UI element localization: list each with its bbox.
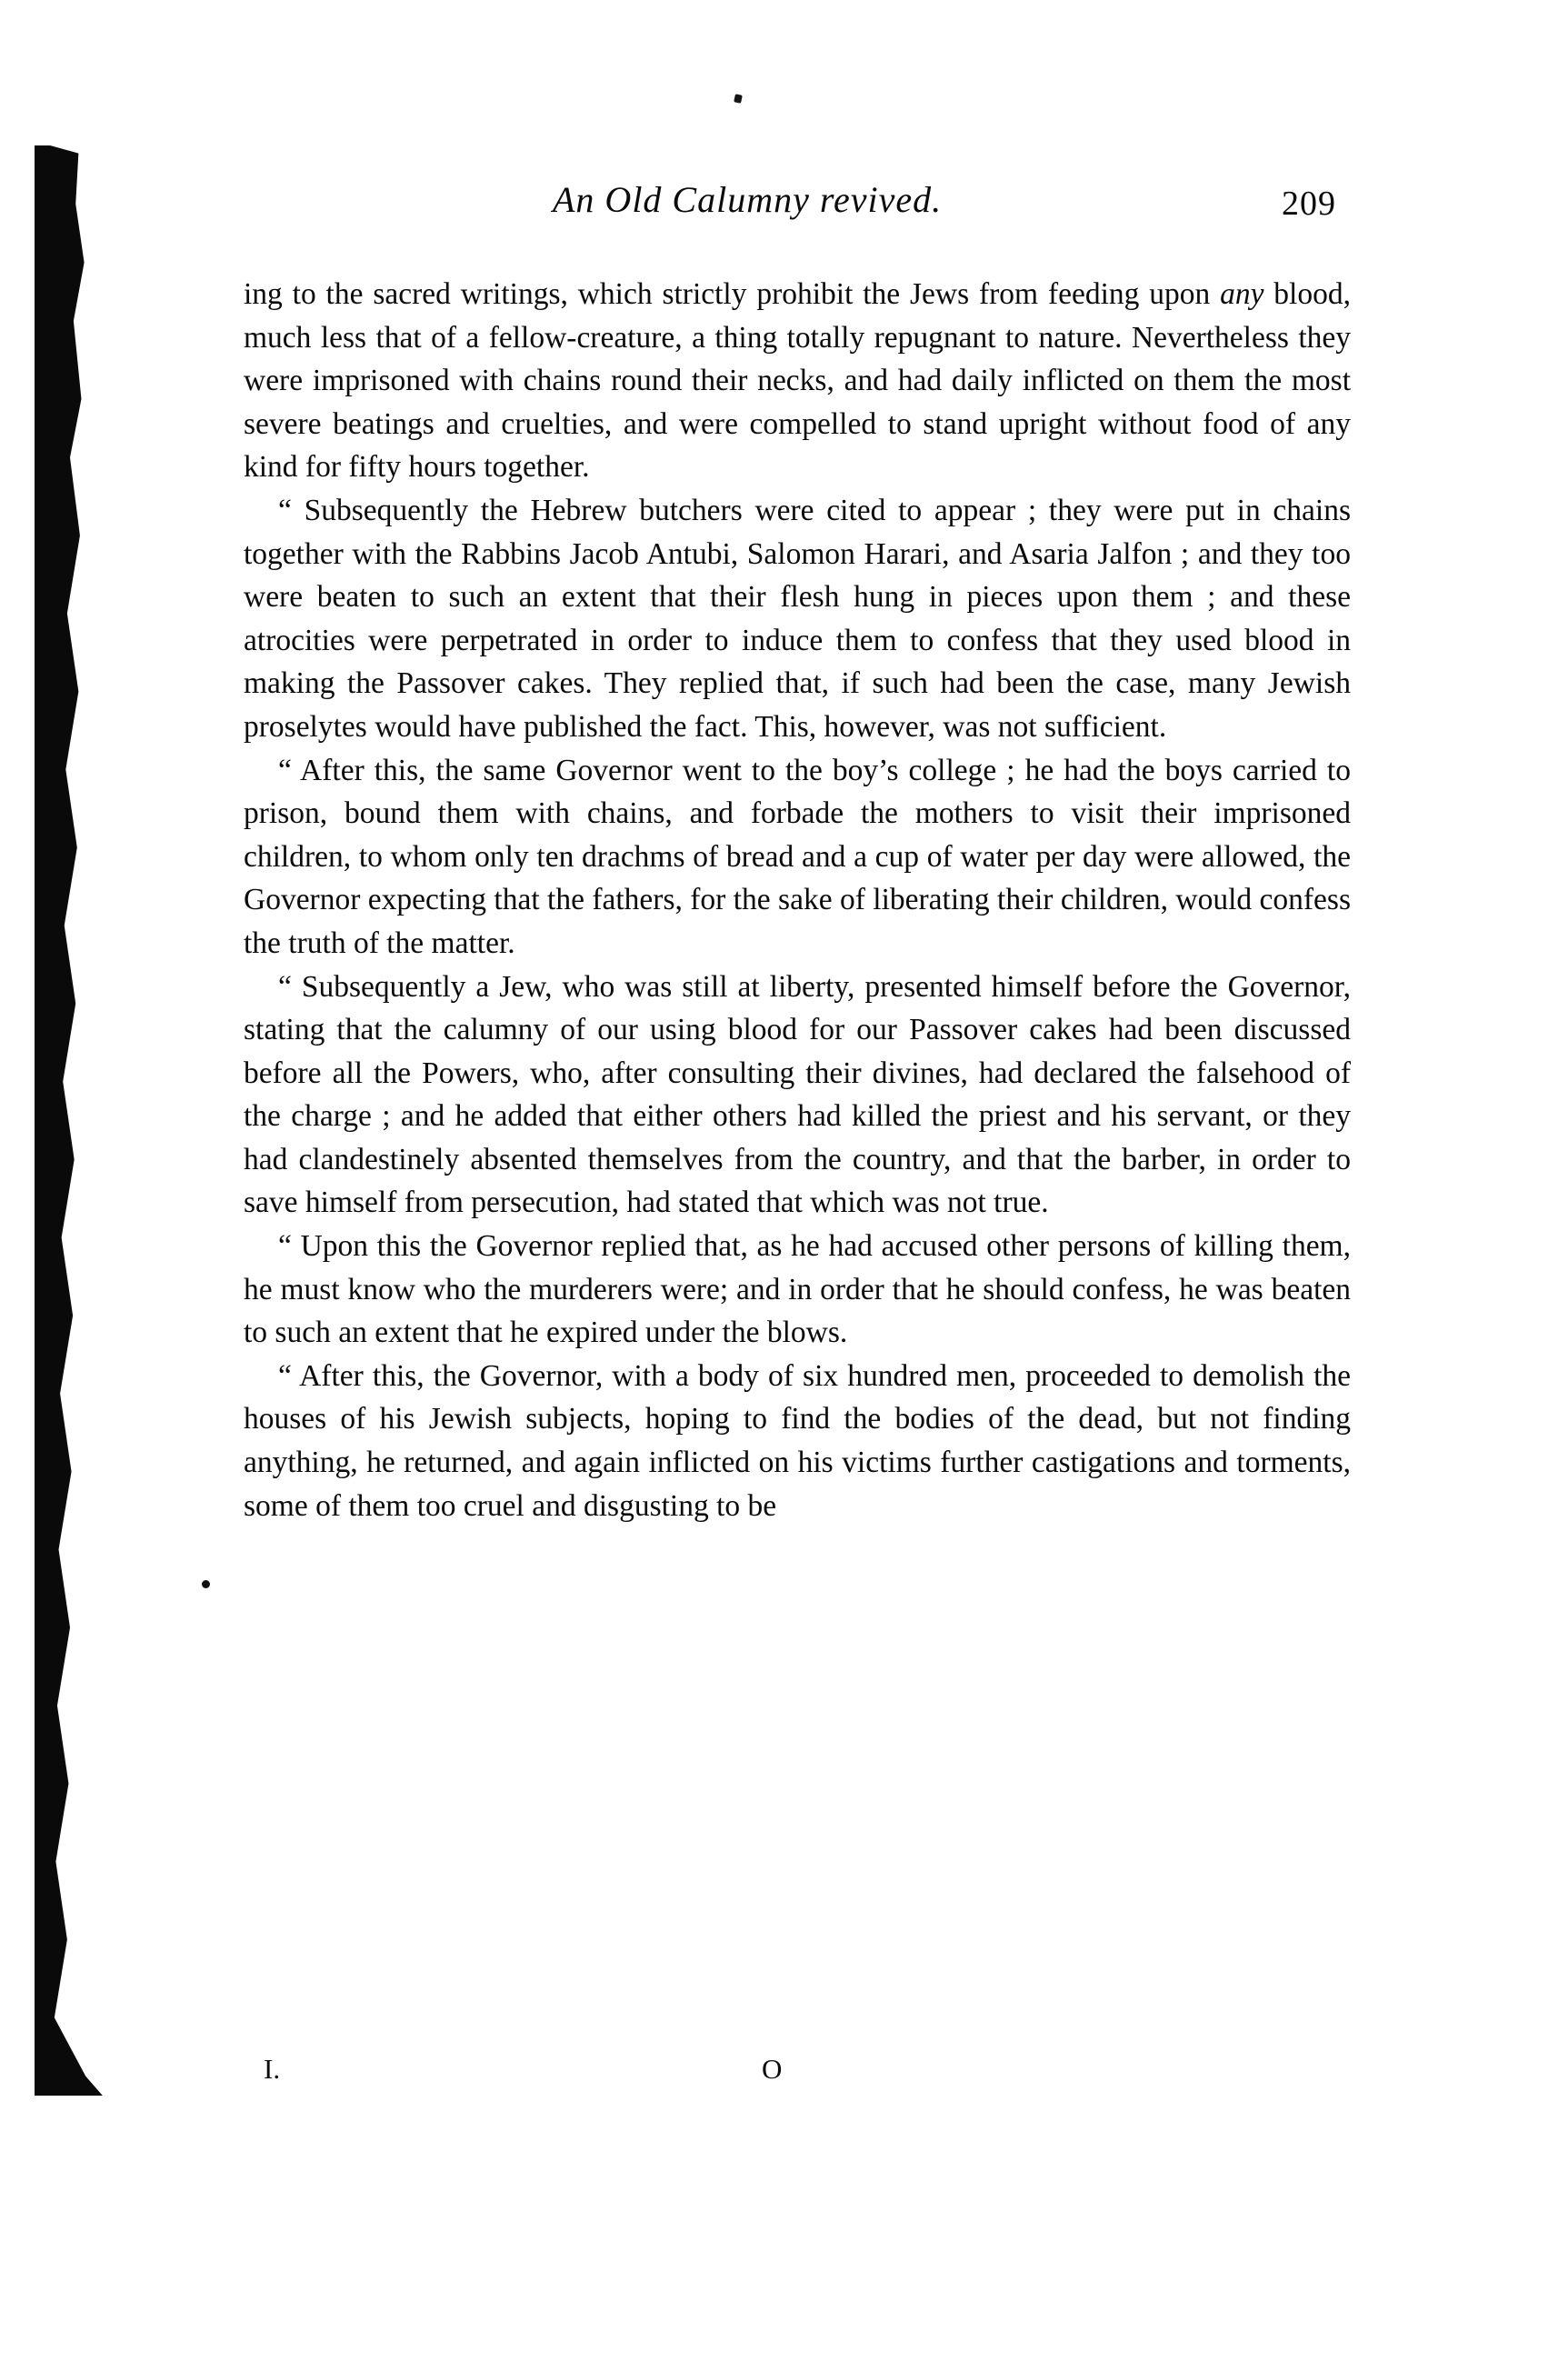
paragraph-1-pre: ing to the sacred writings, which strictly prohibit the Jews from feeding upon xyxy=(244,277,1221,311)
page-footer xyxy=(244,2053,1351,2093)
sheet-signature: O xyxy=(762,2053,783,2085)
page-body xyxy=(244,273,1351,1527)
margin-ink-dot xyxy=(202,1580,210,1588)
paragraph-2: “ Subsequently the Hebrew butchers were cited to appear ; they were put in chains together with the Rabbins Jacob Antubi, Salomon Harari, and Asaria Jalfon ; and they too were beaten to such an extent that their flesh hung in pieces upon them ; and these atrocities were perpetrated in order to induce them to confess that they used blood in making the Passover cakes. They replied that, if such had been the case, many Jewish proselytes would have published the fact. This, however, was not sufficient. xyxy=(244,493,1351,744)
paragraph-6: “ After this, the Governor, with a body of six hundred men, proceeded to demolish the houses of his Jewish subjects, hoping to find the bodies of the dead, but not finding anything, he returned, and again inflicted on his victims further castigations and torments, some of them too cruel and disgusting to be xyxy=(244,1358,1351,1523)
volume-signature: I. xyxy=(264,2053,281,2085)
page-header xyxy=(244,178,1353,229)
page-number: 209 xyxy=(1282,185,1336,223)
paragraph-3: “ After this, the same Governor went to the boy’s college ; he had the boys carried to prison, bound them with chains, and forbade the mothers to visit their imprisoned children, to whom only ten drachms of bread and a cup of water per day were allowed, the Governor expecting that the fathers, for the sake of liberating their children, would confess the truth of the matter. xyxy=(244,753,1351,960)
running-title: An Old Calumny revived. xyxy=(553,179,943,220)
paragraph-5: “ Upon this the Governor replied that, as he had accused other persons of killing them, he must know who the murderers were; and in order that he should confess, he was beaten to such an extent that he expired under the blows. xyxy=(244,1229,1351,1350)
ink-speck xyxy=(734,94,743,103)
page-binding-shadow xyxy=(35,145,105,2096)
paragraph-1 xyxy=(244,273,1351,489)
paragraph-1-post: blood, much less that of a fellow-creature, a thing totally repugnant to nature. Nevertheless they were imprisoned with chains round their necks, and had daily inflicted on them the most severe beatings and cruelties, and were compelled to stand upright without food of any kind for fifty hours together. xyxy=(244,277,1351,485)
paragraph-1-italic: any xyxy=(1220,277,1264,311)
paragraph-4: “ Subsequently a Jew, who was still at liberty, presented himself before the Governor, stating that the calumny of our using blood for our Passover cakes had been discussed before all the Powers, who, after consulting their divines, had declared the falsehood of the charge ; and he added that either others had killed the priest and his servant, or they had clandestinely absented themselves from the country, and that the barber, in order to save himself from persecution, had stated that which was not true. xyxy=(244,969,1351,1220)
